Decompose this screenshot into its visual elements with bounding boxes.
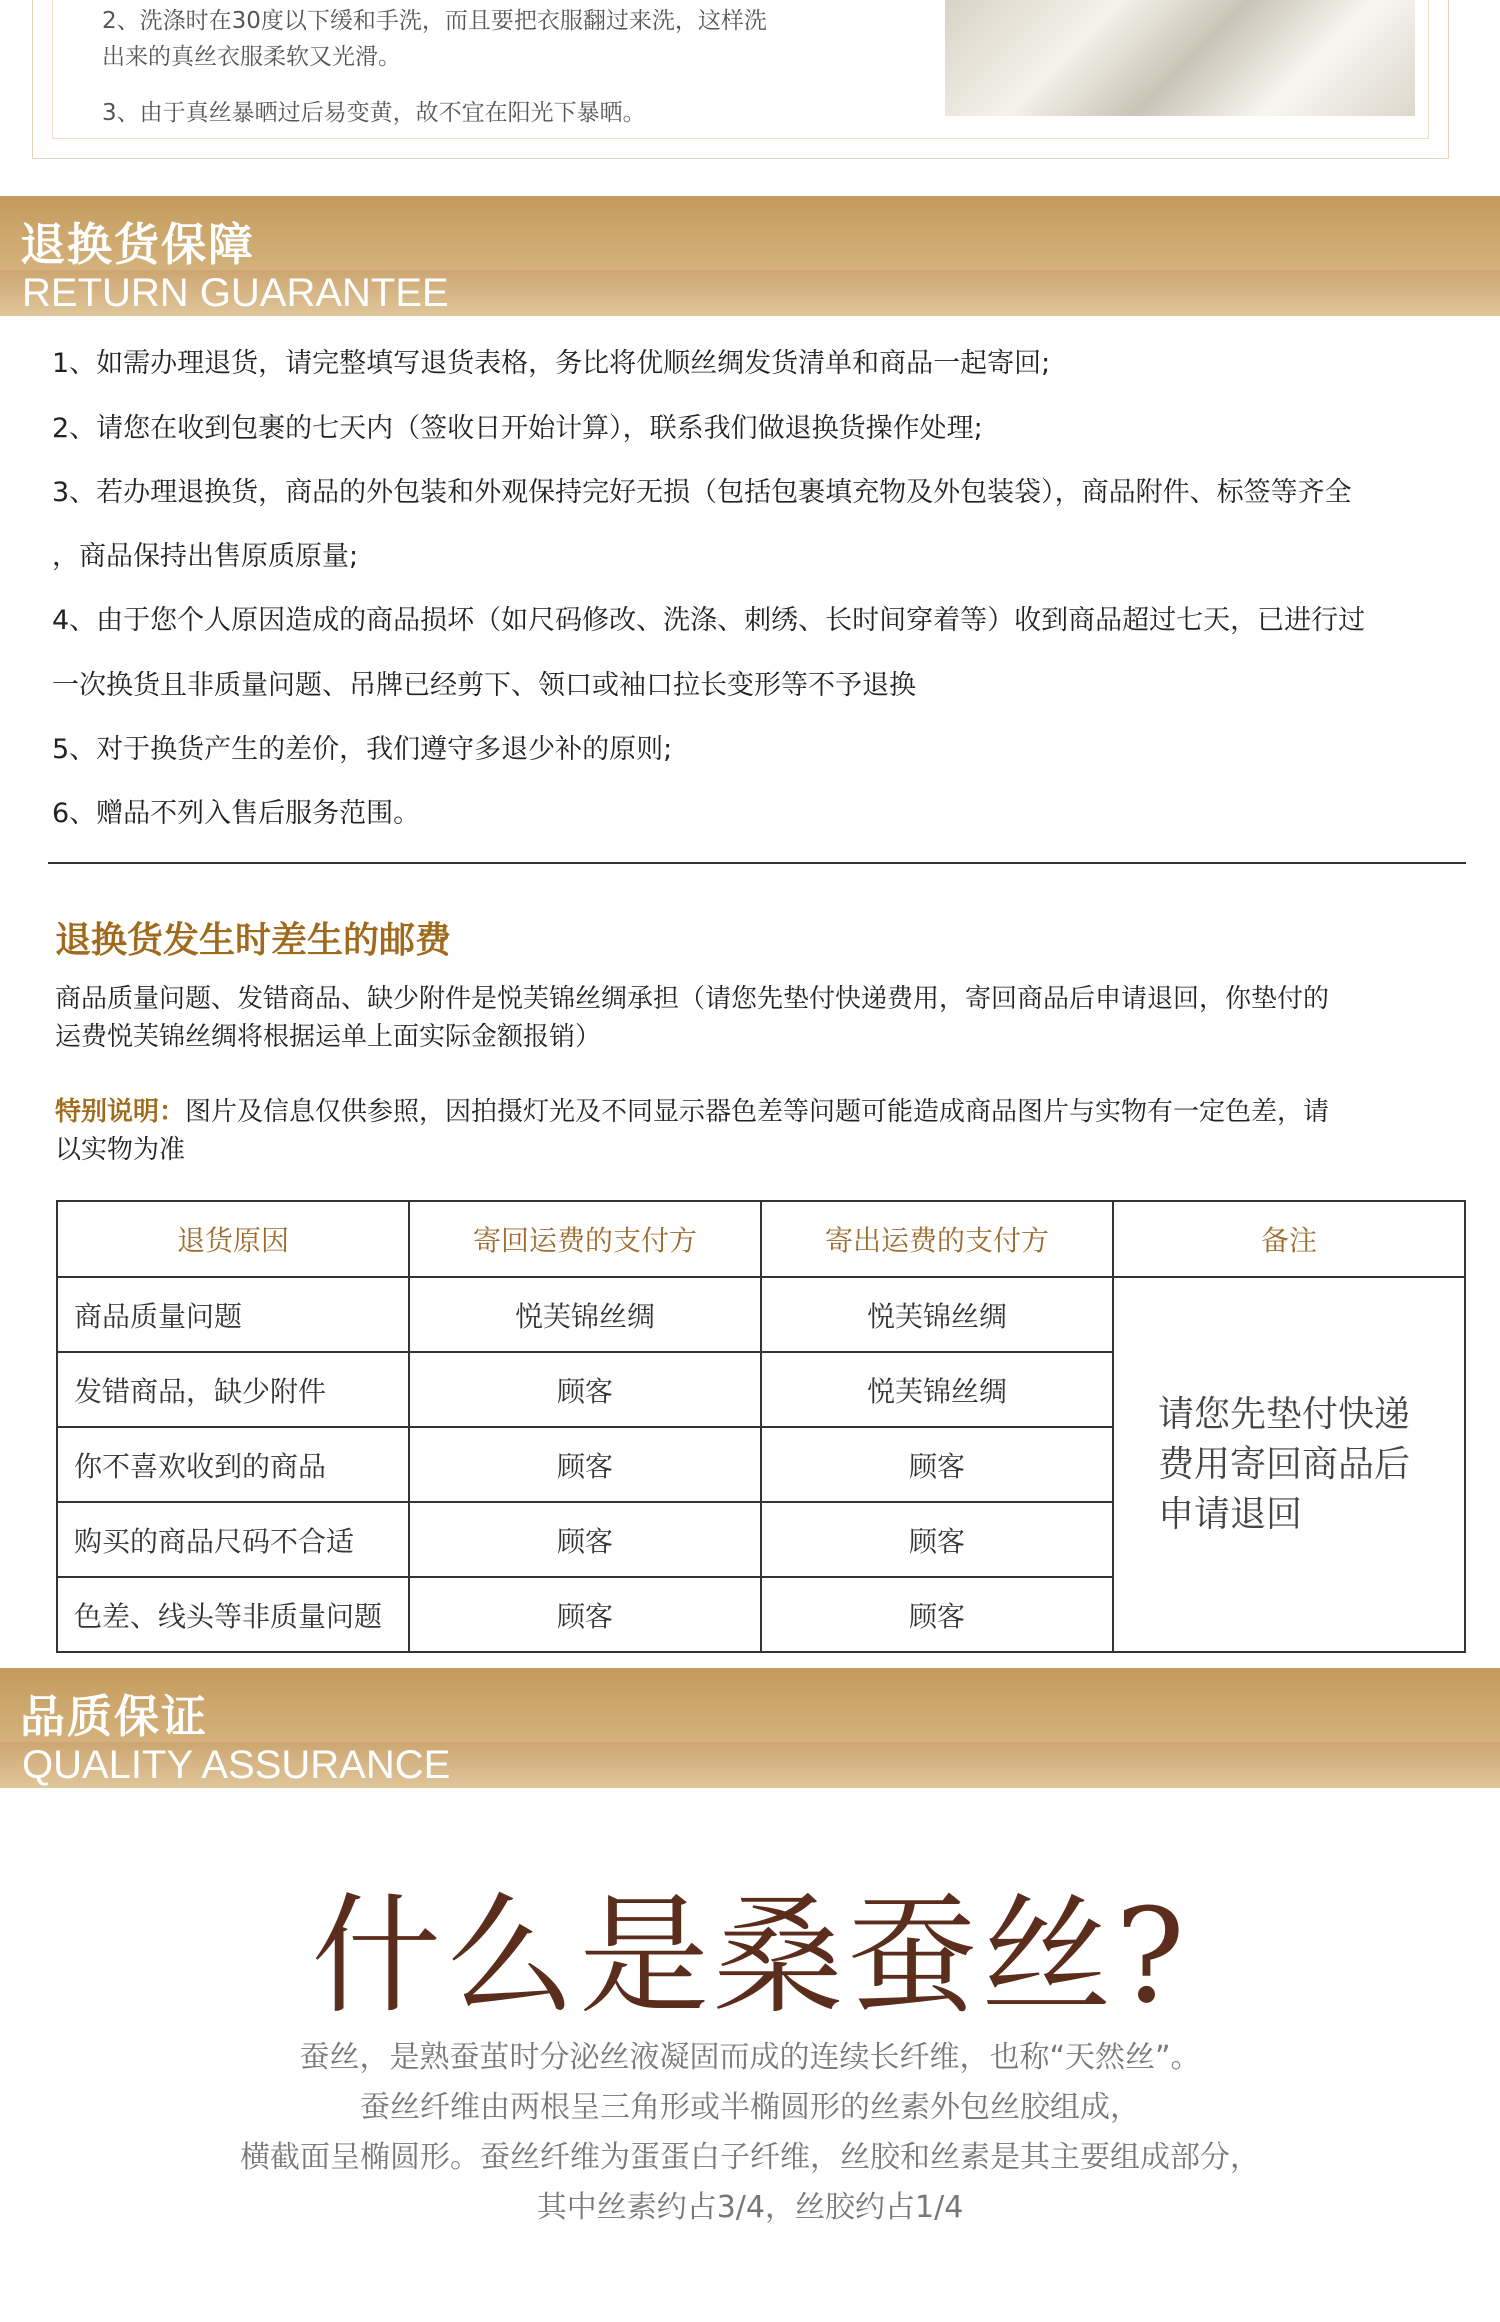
- return-title-en: RETURN GUARANTEE: [22, 271, 449, 315]
- quality-title-cn: 品质保证: [20, 1690, 209, 1743]
- table-header-row: [57, 1201, 1465, 1277]
- return-postage-table: [56, 1200, 1466, 1653]
- quality-assurance-header: [0, 1668, 1500, 1788]
- special-note-line-1: [55, 1093, 1465, 1131]
- row-reason: 商品质量问题: [57, 1277, 409, 1352]
- policy-item-4-cont: 一次换货且非质量问题、吊牌已经剪下、领口或袖口拉长变形等不予退换: [52, 670, 916, 701]
- row-return-payer: 悦芙锦丝绸: [409, 1277, 761, 1352]
- quality-title-en: QUALITY ASSURANCE: [22, 1743, 451, 1787]
- silk-question-heading: 什么是桑蚕丝?: [311, 1880, 1189, 2032]
- row-send-payer: 顾客: [761, 1427, 1113, 1502]
- policy-item-6: 6、赠品不列入售后服务范围。: [52, 798, 421, 829]
- row-reason: 发错商品，缺少附件: [57, 1352, 409, 1427]
- postage-paragraph-line-2: 运费悦芙锦丝绸将根据运单上面实际金额报销）: [55, 1022, 602, 1052]
- return-title-cn: 退换货保障: [20, 218, 256, 271]
- row-reason: 购买的商品尺码不合适: [57, 1502, 409, 1577]
- row-reason: 你不喜欢收到的商品: [57, 1427, 409, 1502]
- policy-item-3: 3、若办理退换货，商品的外包装和外观保持完好无损（包括包裹填充物及外包装袋），商品附件、标签等齐全: [52, 477, 1352, 508]
- policy-item-3-cont: ，商品保持出售原质原量;: [52, 541, 359, 572]
- care-item-2-line-1: 2、洗涤时在30度以下缓和手洗，而且要把衣服翻过来洗，这样洗: [102, 8, 767, 34]
- row-return-payer: 顾客: [409, 1577, 761, 1652]
- row-send-payer: 悦芙锦丝绸: [761, 1352, 1113, 1427]
- row-return-payer: 顾客: [409, 1502, 761, 1577]
- postage-title: 退换货发生时差生的邮费: [55, 920, 452, 961]
- policy-item-2: 2、请您在收到包裹的七天内（签收日开始计算），联系我们做退换货操作处理;: [52, 413, 983, 444]
- policy-item-4: 4、由于您个人原因造成的商品损坏（如尺码修改、洗涤、刺绣、长时间穿着等）收到商品超过七天，已进行过: [52, 605, 1366, 636]
- silk-desc-line-4: 其中丝素约占3/4，丝胶约占1/4: [536, 2190, 964, 2225]
- silk-desc-line-1: 蚕丝，是熟蚕茧时分泌丝液凝固而成的连续长纤维，也称“天然丝”。: [299, 2040, 1201, 2075]
- silk-desc-line-2: 蚕丝纤维由两根呈三角形或半椭圆形的丝素外包丝胶组成，: [360, 2090, 1140, 2125]
- table-row: [57, 1277, 1465, 1352]
- header-send-payer: 寄出运费的支付方: [761, 1201, 1113, 1277]
- row-return-payer: 顾客: [409, 1352, 761, 1427]
- header-return-payer: 寄回运费的支付方: [409, 1201, 761, 1277]
- section-divider: [48, 862, 1466, 864]
- header-note: 备注: [1113, 1201, 1465, 1277]
- silk-fabric-image: [945, 0, 1415, 116]
- row-return-payer: 顾客: [409, 1427, 761, 1502]
- care-item-2-line-2: 出来的真丝衣服柔软又光滑。: [102, 44, 401, 70]
- care-item-3: 3、由于真丝暴晒过后易变黄，故不宜在阳光下暴晒。: [102, 100, 646, 126]
- return-guarantee-header: [0, 196, 1500, 316]
- policy-item-5: 5、对于换货产生的差价，我们遵守多退少补的原则;: [52, 734, 673, 765]
- row-send-payer: 悦芙锦丝绸: [761, 1277, 1113, 1352]
- table-note: 请您先垫付快递费用寄回商品后申请退回: [1113, 1277, 1465, 1652]
- policy-item-1: 1、如需办理退货，请完整填写退货表格，务比将优顺丝绸发货清单和商品一起寄回;: [52, 348, 1051, 379]
- special-note-line-2: 以实物为准: [55, 1135, 186, 1165]
- row-send-payer: 顾客: [761, 1502, 1113, 1577]
- postage-paragraph-line-1: 商品质量问题、发错商品、缺少附件是悦芙锦丝绸承担（请您先垫付快递费用，寄回商品后申请退回，你垫付的: [55, 984, 1330, 1014]
- special-note-text: 图片及信息仅供参照，因拍摄灯光及不同显示器色差等问题可能造成商品图片与实物有一定色差，请: [185, 1097, 1330, 1127]
- row-send-payer: 顾客: [761, 1577, 1113, 1652]
- row-reason: 色差、线头等非质量问题: [57, 1577, 409, 1652]
- silk-desc-line-3: 横截面呈椭圆形。蚕丝纤维为蛋蛋白子纤维，丝胶和丝素是其主要组成部分，: [240, 2140, 1260, 2175]
- header-reason: 退货原因: [57, 1201, 409, 1277]
- special-note-label: 特别说明：: [55, 1097, 186, 1127]
